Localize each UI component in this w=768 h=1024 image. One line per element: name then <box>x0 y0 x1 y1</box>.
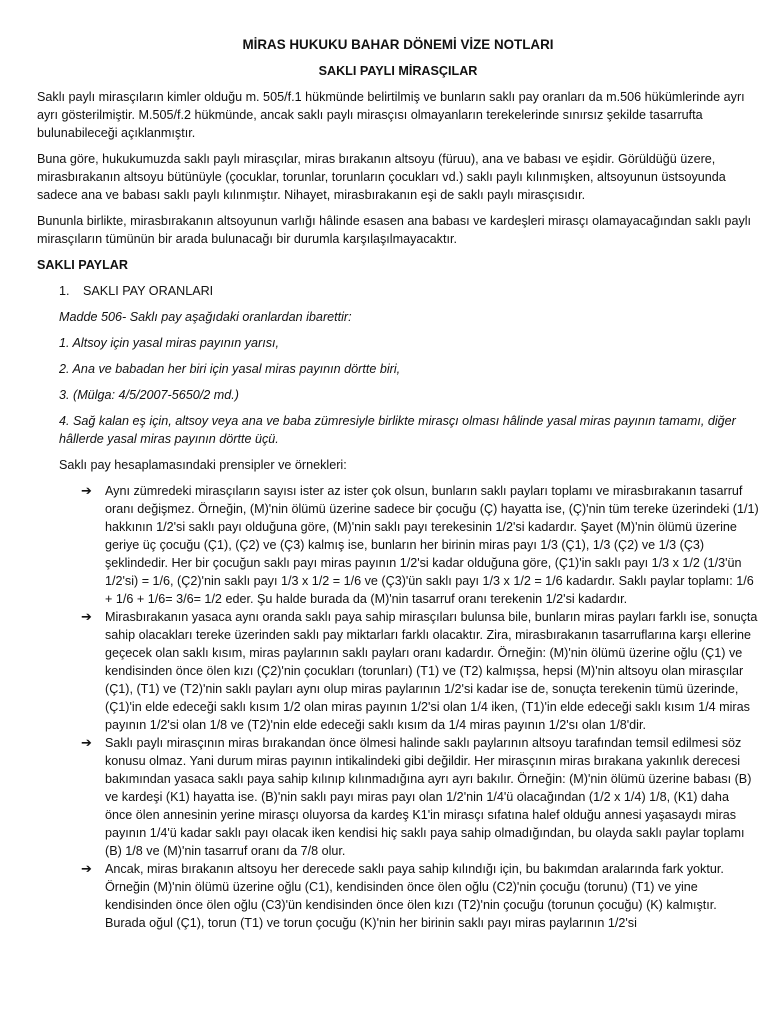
principles-intro: Saklı pay hesaplamasındaki prensipler ve örnekleri: <box>59 458 347 472</box>
list-item <box>37 734 759 860</box>
article-line: 3. (Mülga: 4/5/2007-5650/2 md.) <box>59 388 239 402</box>
right-arrow-icon: ➔ <box>81 861 92 876</box>
principles-list <box>37 482 759 932</box>
right-arrow-icon: ➔ <box>81 483 92 498</box>
article-line: Madde 506- Saklı pay aşağıdaki oranlardan ibarettir: <box>59 310 352 324</box>
article-line: 1. Altsoy için yasal miras payının yarısı, <box>59 336 280 350</box>
list-item <box>37 482 759 608</box>
paragraph: Bununla birlikte, mirasbırakanın altsoyunun varlığı hâlinde esasen ana babası ve kardeşleri mirasçı olamayacağından saklı paylı mirasçıların tümünün bir arada bulunacağı bir durumla karşılaşılmayacaktır. <box>37 214 752 246</box>
paragraph: Saklı paylı mirasçıların kimler olduğu m. 505/f.1 hükmünde belirtilmiş ve bunların saklı pay oranları da m.506 hükümlerinde ayrı ayrı gösterilmiştir. M.505/f.2 hükmünde, ancak saklı paylı mirasçısı olmayanların terekelerinde sınırsız şekilde tasarrufta bulunabileceği açıklanmıştır. <box>37 90 745 140</box>
right-arrow-icon: ➔ <box>81 609 92 624</box>
list-item-text: Saklı paylı mirasçının miras bırakandan önce ölmesi halinde saklı paylarının altsoyu tarafından temsil edilmesi söz konusu olmaz. Yani durum miras payının intikalindeki gibi değildir. Her mirasçının miras bırakana yakınlık derecesi bakımından yasaca saklı paya sahip kılınıp kılınmadığına ayrı ayrı bakılır. Örneğin: (M)'nin ölümü üzerine babası (B) ve kardeşi (K1) hayatta ise. (B)'nin saklı payı miras payı olan 1/2'nin 1/4'ü olacağından (1/2 x 1/4) 1/8, (K1) daha önce ölen annesinin yerine mirasçı oluyorsa da kardeş K1'in mirasçı sıfatına halef olduğu annesi yaşasaydı miras payının 1/4'ü kadar saklı payı olacak iken kendisi hiç saklı paya sahip olmadığından, bu olayda saklı paylar toplamı (B) 1/8 ve (M)'nin tasarruf oranı da 7/8 olur. <box>105 736 752 858</box>
list-item <box>37 860 759 932</box>
list-item-text: Mirasbırakanın yasaca aynı oranda saklı paya sahip mirasçıları bulunsa bile, bunların miras payları farklı ise, sonuçta sahip olacakları tereke üzerinden saklı pay miktarları farklı olacaktır. Zira, mirasbırakanın tasarruflarına karşı ellerine geçecek olan saklı kısım, miras paylarının saklı payları oranı kadardır. Örneğin: (M)'nin ölümü üzerine oğlu (Ç1) ve kendisinden önce ölen kızı (Ç2)'nin çocukları (torunları) (T1) ve (T2) kalmışsa, hepsi (M)'nin altsoyu olan mirasçılar (Ç1), (T1) ve (T2)'nin saklı payları aynı olup miras paylarının 1/2'si kadar ise de, sonuçta terekenin tümü üzerinde, (Ç1)'in elde edeceği saklı kısım 1/2 olan miras payının 1/2'si olan 1/4 iken, (T1)'in elde edeceği saklı kısım 1/4 miras payının 1/2'si olan 1/8 ve (T2)'nin elde edeceği saklı kısım da 1/4 miras payının 1/2'sı olan 1/8'dir. <box>105 610 758 732</box>
document-title: MİRAS HUKUKU BAHAR DÖNEMİ VİZE NOTLARI <box>242 37 554 52</box>
list-item-text: Aynı zümredeki mirasçıların sayısı ister az ister çok olsun, bunların saklı payları toplamı ve mirasbırakanın tasarruf oranı değişmez. Örneğin, (M)'nin ölümü üzerine sadece bir çocuğu (Ç) hayatta ise, (Ç)'nin tüm tereke üzerindeki (1/1) hakkının 1/2'si saklı payı olduğuna göre, (M)'nin saklı payı terekesinin 1/2'si kadardır. Şayet (M)'nin ölümü üzerine geriye üç çocuğu (Ç1), (Ç2) ve (Ç3) kalmış ise, bunların her birinin miras payı 1/3 (Ç1), 1/3 (Ç2) ve 1/3 (Ç3) şeklindedir. Her bir çocuğun saklı payı miras payının 1/2'si kadar olduğuna göre, (Ç1)'in saklı payı 1/3 x 1/2 (1/3'ün 1/2'si) = 1/6, (Ç2)'nin saklı payı 1/3 x 1/2 = 1/6 ve (Ç3)'ün saklı payı 1/3 x 1/2 = 1/6 kadardır. Saklı paylar toplamı: 1/6 + 1/6 + 1/6= 3/6= 1/2 eder. Şu halde burada da (M)'nin tasarruf oranı terekenin 1/2'si kadardır. <box>105 484 759 606</box>
article-line: 4. Sağ kalan eş için, altsoy veya ana ve baba zümresiyle birlikte mirasçı olması hâlinde yasal miras payının tamamı, diğer hâllerde yasal miras payının dörtte üçü. <box>59 414 736 446</box>
article-line: 2. Ana ve babadan her biri için yasal miras payının dörtte biri, <box>59 362 401 376</box>
section-subtitle: SAKLI PAYLI MİRASÇILAR <box>318 64 478 78</box>
numbered-heading <box>37 282 759 300</box>
paragraph: Buna göre, hukukumuzda saklı paylı mirasçılar, miras bırakanın altsoyu (füruu), ana ve babası ve eşidir. Görüldüğü üzere, mirasbırakanın altsoyu bütünüyle (çocuklar, torunlar, torunların çocukları vd.) saklı paylı kılınmışken, altsoyunun üstsoyunda sadece ana ve babası saklı paylı kılınmıştır. Nihayet, mirasbırakanın eşi de saklı paylı mirasçısıdır. <box>37 152 726 202</box>
right-arrow-icon: ➔ <box>81 735 92 750</box>
list-item <box>37 608 759 734</box>
section-heading: SAKLI PAYLAR <box>37 258 128 272</box>
numbered-heading-text: SAKLI PAY ORANLARI <box>83 284 214 298</box>
document-page <box>37 36 759 932</box>
list-item-text: Ancak, miras bırakanın altsoyu her derecede saklı paya sahip kılındığı için, bu bakımdan aralarında fark yoktur. Örneğin (M)'nin ölümü üzerine oğlu (C1), kendisinden önce ölen oğlu (C2)'nin çocuğu (torunu) (T1) ve yine kendisinden önce ölen oğlu (C3)'ün kendisinden önce ölen kızı (T2)'nin çocuğu (torunun çocuğu) (K) kalmıştır. Burada oğul (Ç1), torun (T1) ve torun çocuğu (K)'nin her birinin saklı payı miras paylarının 1/2'si <box>105 862 724 930</box>
numbered-heading-number: 1. <box>59 284 70 298</box>
